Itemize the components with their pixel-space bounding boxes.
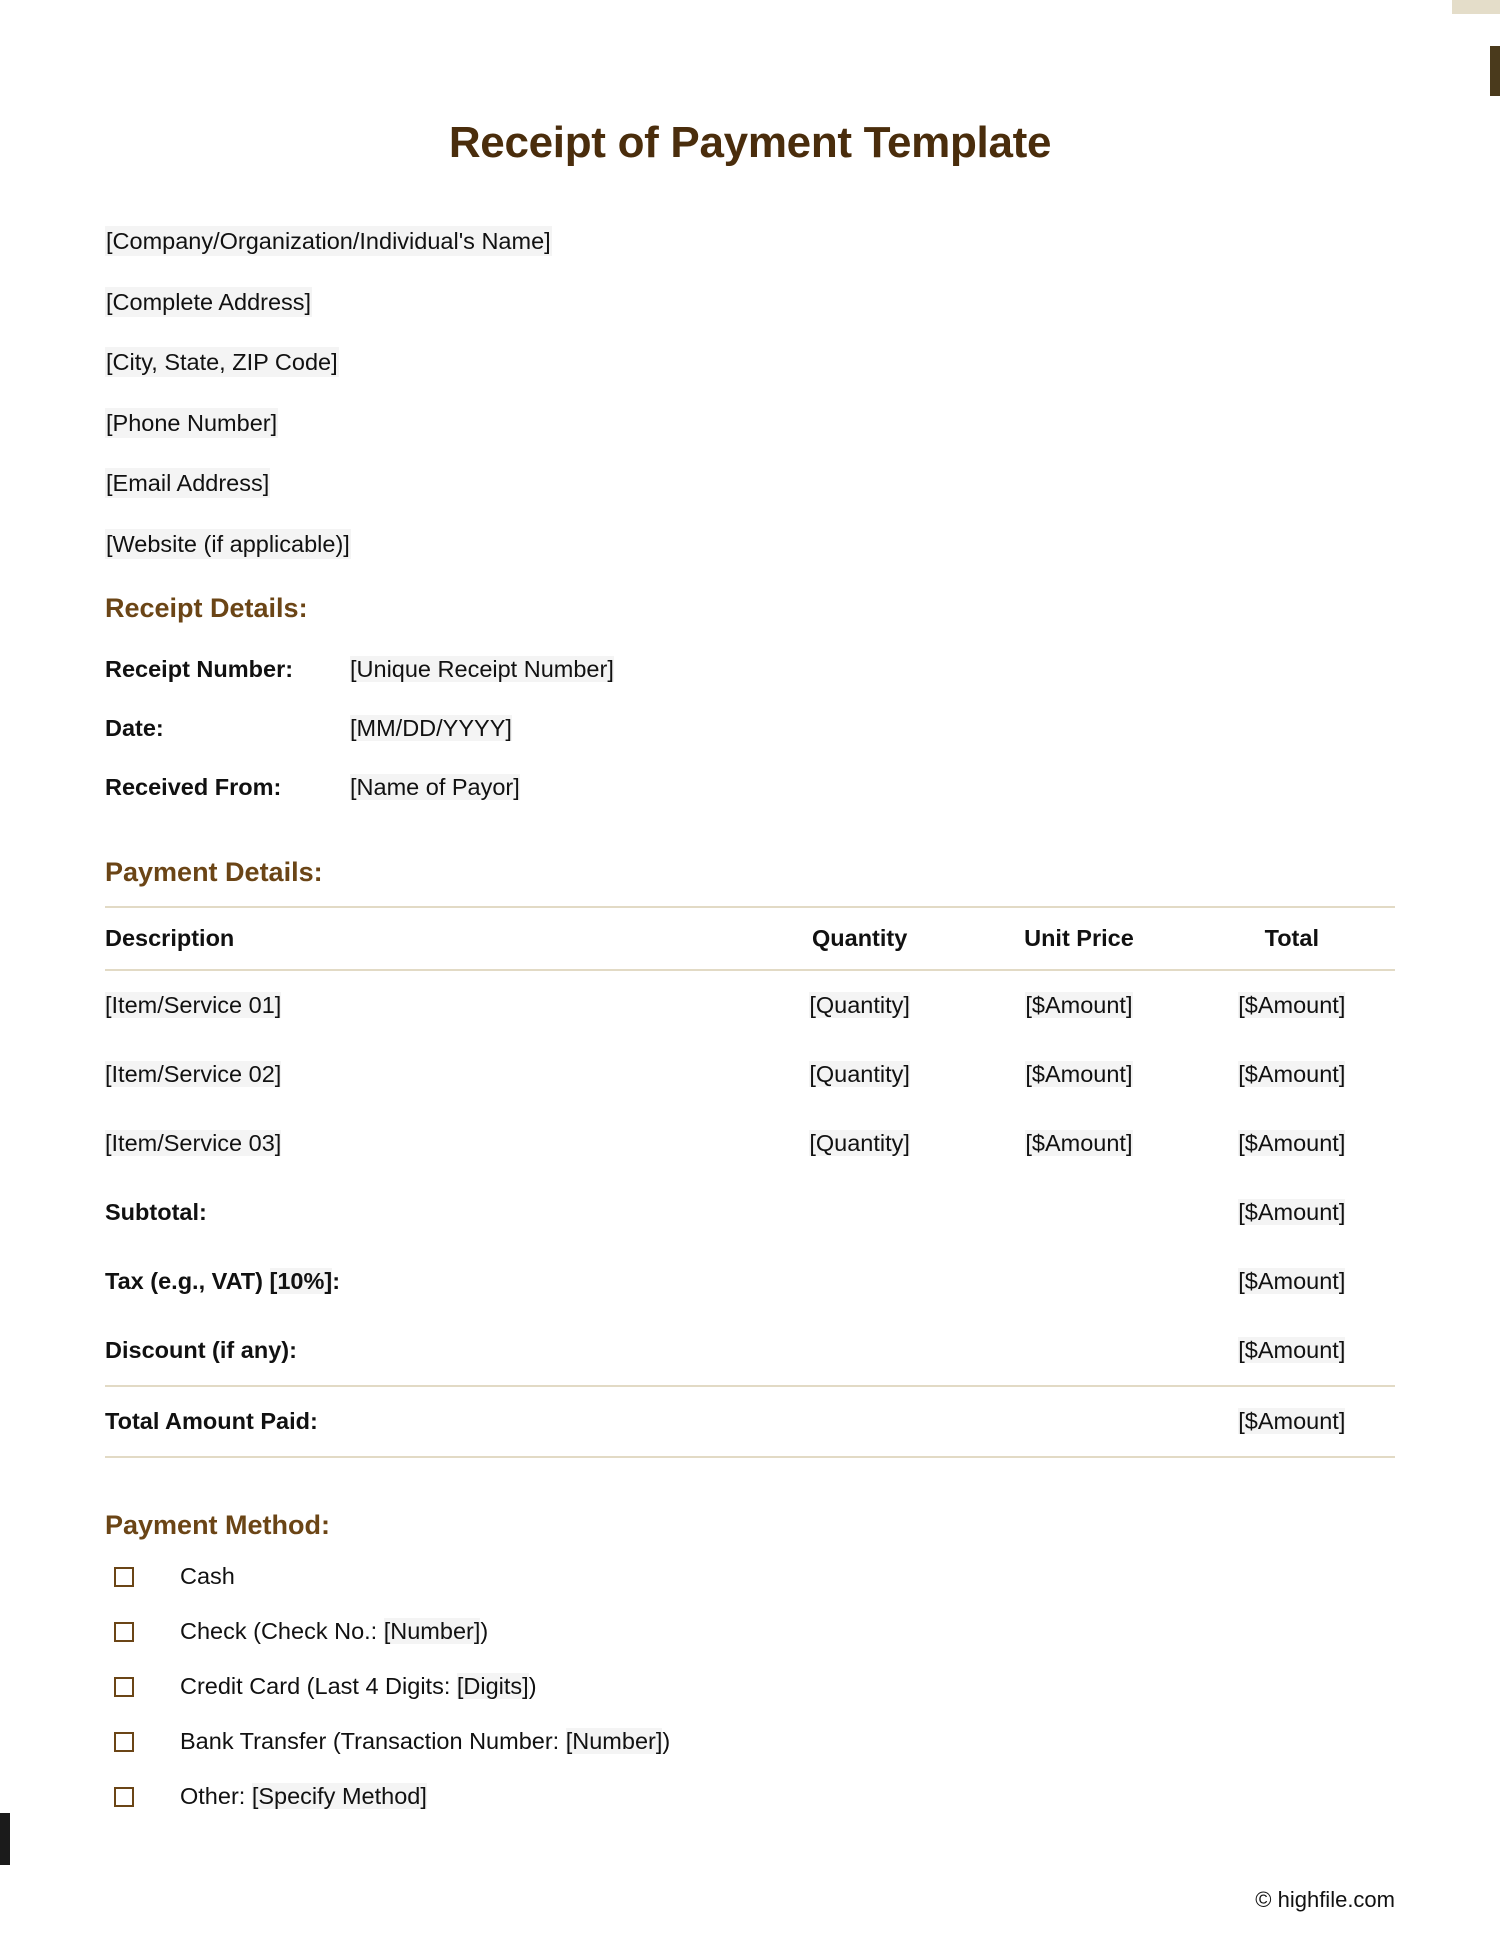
item-quantity [750,1040,969,1109]
item-description-text: [Item/Service 01] [105,992,282,1018]
receipt-detail-row [105,715,1395,742]
checkbox-icon[interactable] [114,1622,134,1642]
grand-total-amount [1189,1386,1395,1457]
receipt-detail-value [350,715,512,742]
summary-amount-text: [$Amount] [1238,1199,1346,1225]
organization-line [105,230,1395,254]
payment-method-option[interactable] [105,1618,1395,1645]
summary-label [105,1178,750,1247]
item-unit-price-text: [$Amount] [1025,1061,1133,1087]
table-row [105,1040,1395,1109]
payment-items-table-body [105,970,1395,1457]
payment-details-section [105,857,1395,1458]
organization-line-text: [City, State, ZIP Code] [106,349,338,375]
table-summary-row [105,1316,1395,1386]
payment-items-table [105,906,1395,1458]
payment-method-label-prefix: Cash [180,1563,235,1589]
payment-method-section [105,1510,1395,1810]
item-unit-price [969,1109,1188,1178]
receipt-detail-value-text: [MM/DD/YYYY] [350,715,512,741]
payment-method-label [180,1563,235,1590]
page-title: Receipt of Payment Template [448,118,1052,167]
item-total-text: [$Amount] [1238,1130,1346,1156]
table-header-row [105,907,1395,970]
table-summary-row [105,1178,1395,1247]
summary-spacer-quantity [750,1178,969,1247]
table-summary-row [105,1247,1395,1316]
column-header-description: Description [105,907,750,970]
organization-line-text: [Email Address] [106,470,270,496]
receipt-detail-label: Date: [105,715,164,741]
checkbox-icon[interactable] [114,1677,134,1697]
payment-method-label-prefix: Check (Check No.: [180,1618,384,1644]
item-description [105,1040,750,1109]
payment-method-label [180,1618,488,1645]
item-total [1189,1040,1395,1109]
summary-spacer-unit-price [969,1178,1188,1247]
summary-label-plain: Tax (e.g., VAT) [105,1268,270,1294]
payment-method-label [180,1783,427,1810]
payment-method-label-prefix: Credit Card (Last 4 Digits: [180,1673,457,1699]
item-description [105,1109,750,1178]
payment-method-label-suffix: ) [662,1728,671,1754]
payment-method-label-suffix: ) [480,1618,489,1644]
organization-line [105,472,1395,496]
item-quantity-text: [Quantity] [809,992,910,1018]
summary-label [105,1247,750,1316]
receipt-detail-value [350,656,614,683]
summary-spacer-quantity [750,1247,969,1316]
grand-total-label: Total Amount Paid: [105,1386,750,1457]
payment-method-option[interactable] [105,1728,1395,1755]
item-description [105,970,750,1040]
organization-line-text: [Company/Organization/Individual's Name] [106,228,551,254]
summary-spacer-quantity [750,1316,969,1386]
summary-amount-text: [$Amount] [1238,1337,1346,1363]
payment-method-label [180,1728,670,1755]
summary-spacer-unit-price [969,1247,1188,1316]
payment-method-label-suffix: ) [528,1673,537,1699]
table-grand-total-row [105,1386,1395,1457]
payment-method-heading: Payment Method: [105,1510,331,1540]
payment-method-label-highlight: [Specify Method] [251,1783,427,1809]
organization-line [105,530,1395,557]
payment-method-option[interactable] [105,1563,1395,1590]
summary-label-tail: : [332,1268,341,1294]
summary-label-plain: Subtotal: [105,1199,207,1225]
organization-line [105,351,1395,375]
payment-method-label-prefix: Other: [180,1783,252,1809]
column-header-total: Total [1189,907,1395,970]
item-quantity-text: [Quantity] [809,1130,910,1156]
organization-line-text: [Phone Number] [106,409,278,436]
summary-label-plain: Discount (if any): [105,1337,297,1363]
grand-total-amount-text: [$Amount] [1238,1408,1346,1434]
item-total [1189,1109,1395,1178]
item-quantity [750,1109,969,1178]
payment-method-label-highlight: [Digits] [456,1673,529,1699]
receipt-detail-label: Received From: [105,774,282,800]
grand-total-spacer-unit-price [969,1386,1188,1457]
receipt-detail-value [350,774,520,801]
organization-line [105,288,1395,315]
item-description-text: [Item/Service 03] [105,1130,282,1156]
column-header-unit-price: Unit Price [969,907,1188,970]
payment-method-option[interactable] [105,1783,1395,1810]
receipt-detail-value-text: [Name of Payor] [350,774,520,800]
table-row [105,1109,1395,1178]
summary-amount-text: [$Amount] [1238,1268,1346,1294]
item-quantity-text: [Quantity] [809,1061,910,1087]
payment-method-label-prefix: Bank Transfer (Transaction Number: [180,1728,566,1754]
item-unit-price-text: [$Amount] [1025,1130,1133,1156]
item-quantity [750,970,969,1040]
receipt-detail-row [105,656,1395,683]
payment-method-options [105,1563,1395,1810]
summary-label [105,1316,750,1386]
payment-method-label-highlight: [Number] [383,1618,481,1644]
payment-method-label [180,1673,537,1700]
organization-line-text: [Complete Address] [106,288,312,315]
payment-method-option[interactable] [105,1673,1395,1700]
checkbox-icon[interactable] [114,1732,134,1752]
receipt-detail-value-text: [Unique Receipt Number] [350,656,614,682]
checkbox-icon[interactable] [114,1567,134,1587]
item-total [1189,970,1395,1040]
item-unit-price [969,1040,1188,1109]
item-total-text: [$Amount] [1238,1061,1346,1087]
item-description-text: [Item/Service 02] [105,1061,282,1087]
summary-label-highlight: [10%] [269,1268,333,1294]
footer-copyright: © highfile.com [1255,1887,1395,1912]
payment-details-heading: Payment Details: [105,857,323,887]
organization-line [105,409,1395,436]
summary-amount [1189,1178,1395,1247]
payment-items-table-header [105,907,1395,970]
summary-spacer-unit-price [969,1316,1188,1386]
grand-total-spacer-quantity [750,1386,969,1457]
organization-info-block [105,230,1395,556]
item-unit-price-text: [$Amount] [1025,992,1133,1018]
column-header-quantity: Quantity [750,907,969,970]
organization-line-text: [Website (if applicable)] [106,530,350,557]
summary-amount [1189,1316,1395,1386]
receipt-detail-label: Receipt Number: [105,656,294,682]
receipt-details-section [105,593,1395,801]
item-total-text: [$Amount] [1238,992,1346,1018]
receipt-detail-row [105,774,1395,801]
checkbox-icon[interactable] [114,1787,134,1807]
receipt-details-rows [105,656,1395,801]
item-unit-price [969,970,1188,1040]
summary-amount [1189,1247,1395,1316]
payment-method-label-highlight: [Number] [565,1728,663,1754]
receipt-details-heading: Receipt Details: [105,593,308,623]
table-row [105,970,1395,1040]
